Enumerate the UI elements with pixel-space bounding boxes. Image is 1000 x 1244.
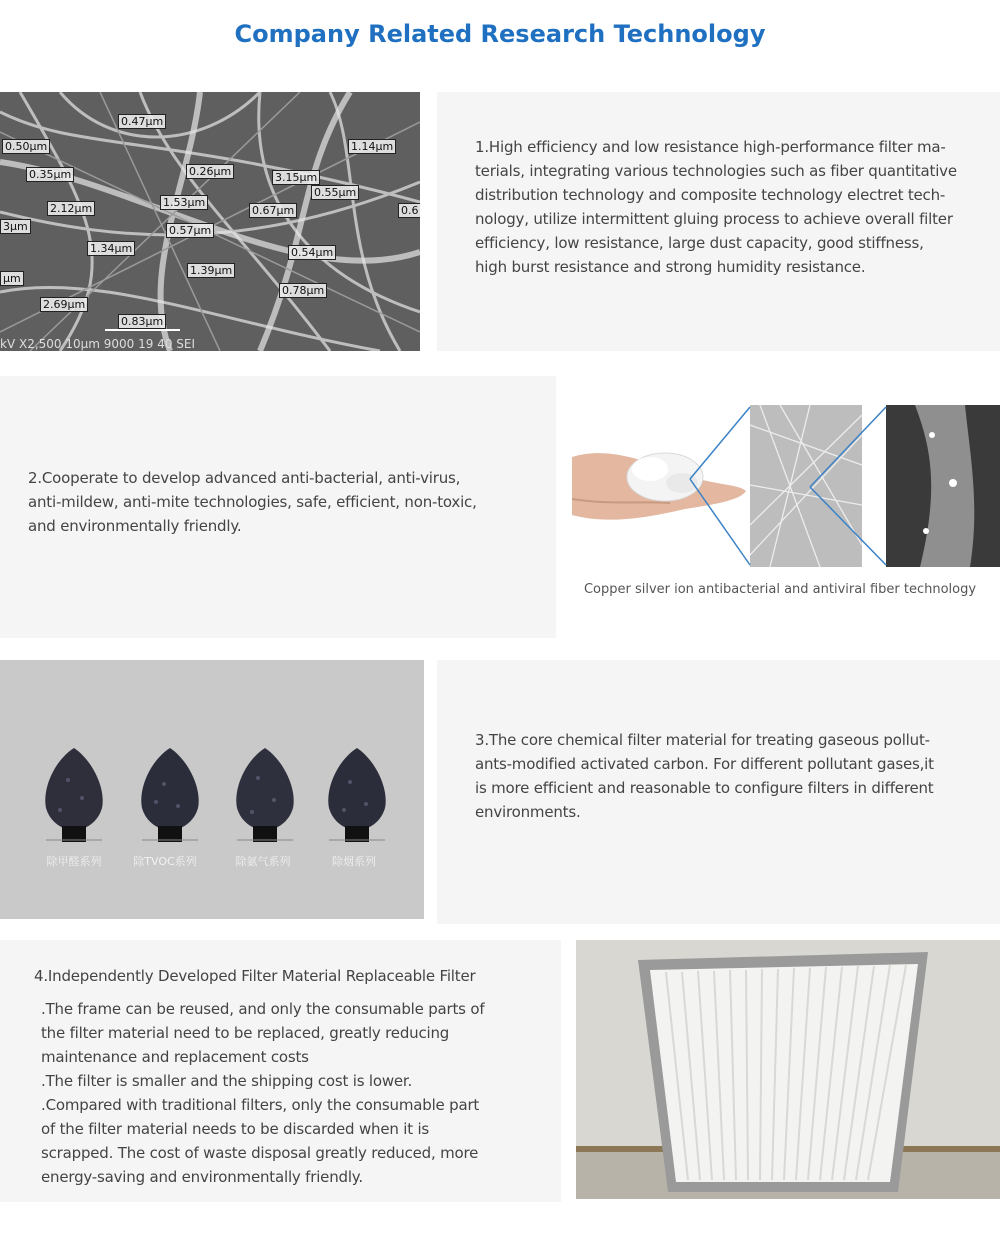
carbon-label: 除烟系列 (332, 855, 376, 868)
measure-label: 2.69µm (40, 297, 88, 312)
measure-label: 1.14µm (348, 139, 396, 154)
fiber-caption: Copper silver ion antibacterial and antiviral fiber technology (583, 582, 977, 597)
measure-label: 1.39µm (187, 263, 235, 278)
measure-label: 0.57µm (166, 223, 214, 238)
measure-label: 2.12µm (47, 201, 95, 216)
section4-heading: 4.Independently Developed Filter Material Replaceable Filter (34, 967, 476, 985)
measure-label: 0.78µm (279, 283, 327, 298)
fiber-technology-image (570, 405, 1000, 567)
section2-text: 2.Cooperate to develop advanced anti-bacterial, anti-virus, anti-mildew, anti-mite technologies, safe, efficient, non-toxic, and environmentally friendly. (28, 469, 477, 535)
section3-text: 3.The core chemical filter material for treating gaseous pollut- ants-modified activated carbon. For different pollutant gases,it is more efficient and reasonable to configure filters in different environments. (475, 731, 934, 821)
measure-label: 0.47µm (118, 114, 166, 129)
replaceable-filter-image (576, 940, 1000, 1199)
sem-info-bar: kV X2,500 10µm 9000 19 40 SEI (0, 337, 196, 351)
measure-label: 1.53µm (160, 195, 208, 210)
hand-fiber-graphic (570, 405, 1000, 567)
measure-label: 0.35µm (26, 167, 74, 182)
measure-label: 0.50µm (2, 139, 50, 154)
measure-label: 3.15µm (272, 170, 320, 185)
measure-label: 0.54µm (288, 245, 336, 260)
measure-label: µm (0, 271, 24, 286)
carbon-label: 除TVOC系列 (133, 855, 197, 868)
carbon-label: 除氨气系列 (235, 855, 291, 868)
measure-label: 0.6 (398, 203, 420, 218)
activated-carbon-image (0, 660, 424, 919)
measure-label: 1.34µm (87, 241, 135, 256)
filter-frame-graphic (576, 940, 1000, 1199)
section4-text: .The frame can be reused, and only the consumable parts of the filter material need to be replaced, greatly reducing maintenance and replacement costs .The filter is smaller and the shipping cost is lower. .Compared with traditional filters, only the consumable part of the filter material needs to be discarded when it is scrapped. The cost of waste disposal greatly reduced, more energy-saving and environmentally friendly. (41, 1000, 485, 1186)
sem-fiber-image (0, 92, 420, 351)
carbon-label: 除甲醛系列 (46, 855, 102, 868)
measure-label: 0.26µm (186, 164, 234, 179)
carbon-drops-graphic (0, 660, 424, 919)
measure-label: 0.83µm (118, 314, 166, 329)
page-title: Company Related Research Technology (234, 20, 766, 48)
measure-label: 0.67µm (249, 203, 297, 218)
fiber-mesh-graphic (0, 92, 420, 351)
measure-label: 3µm (0, 219, 31, 234)
measure-label: 0.55µm (311, 185, 359, 200)
section1-text: 1.High efficiency and low resistance high-performance filter ma- terials, integrating various technologies such as fiber quantitative distribution technology and composite technology electret tech- nology, utilize intermittent gluing process to achieve overall filter efficiency, low resistance, large dust capacity, good stiffness, high burst resistance and strong humidity resistance. (475, 138, 957, 276)
